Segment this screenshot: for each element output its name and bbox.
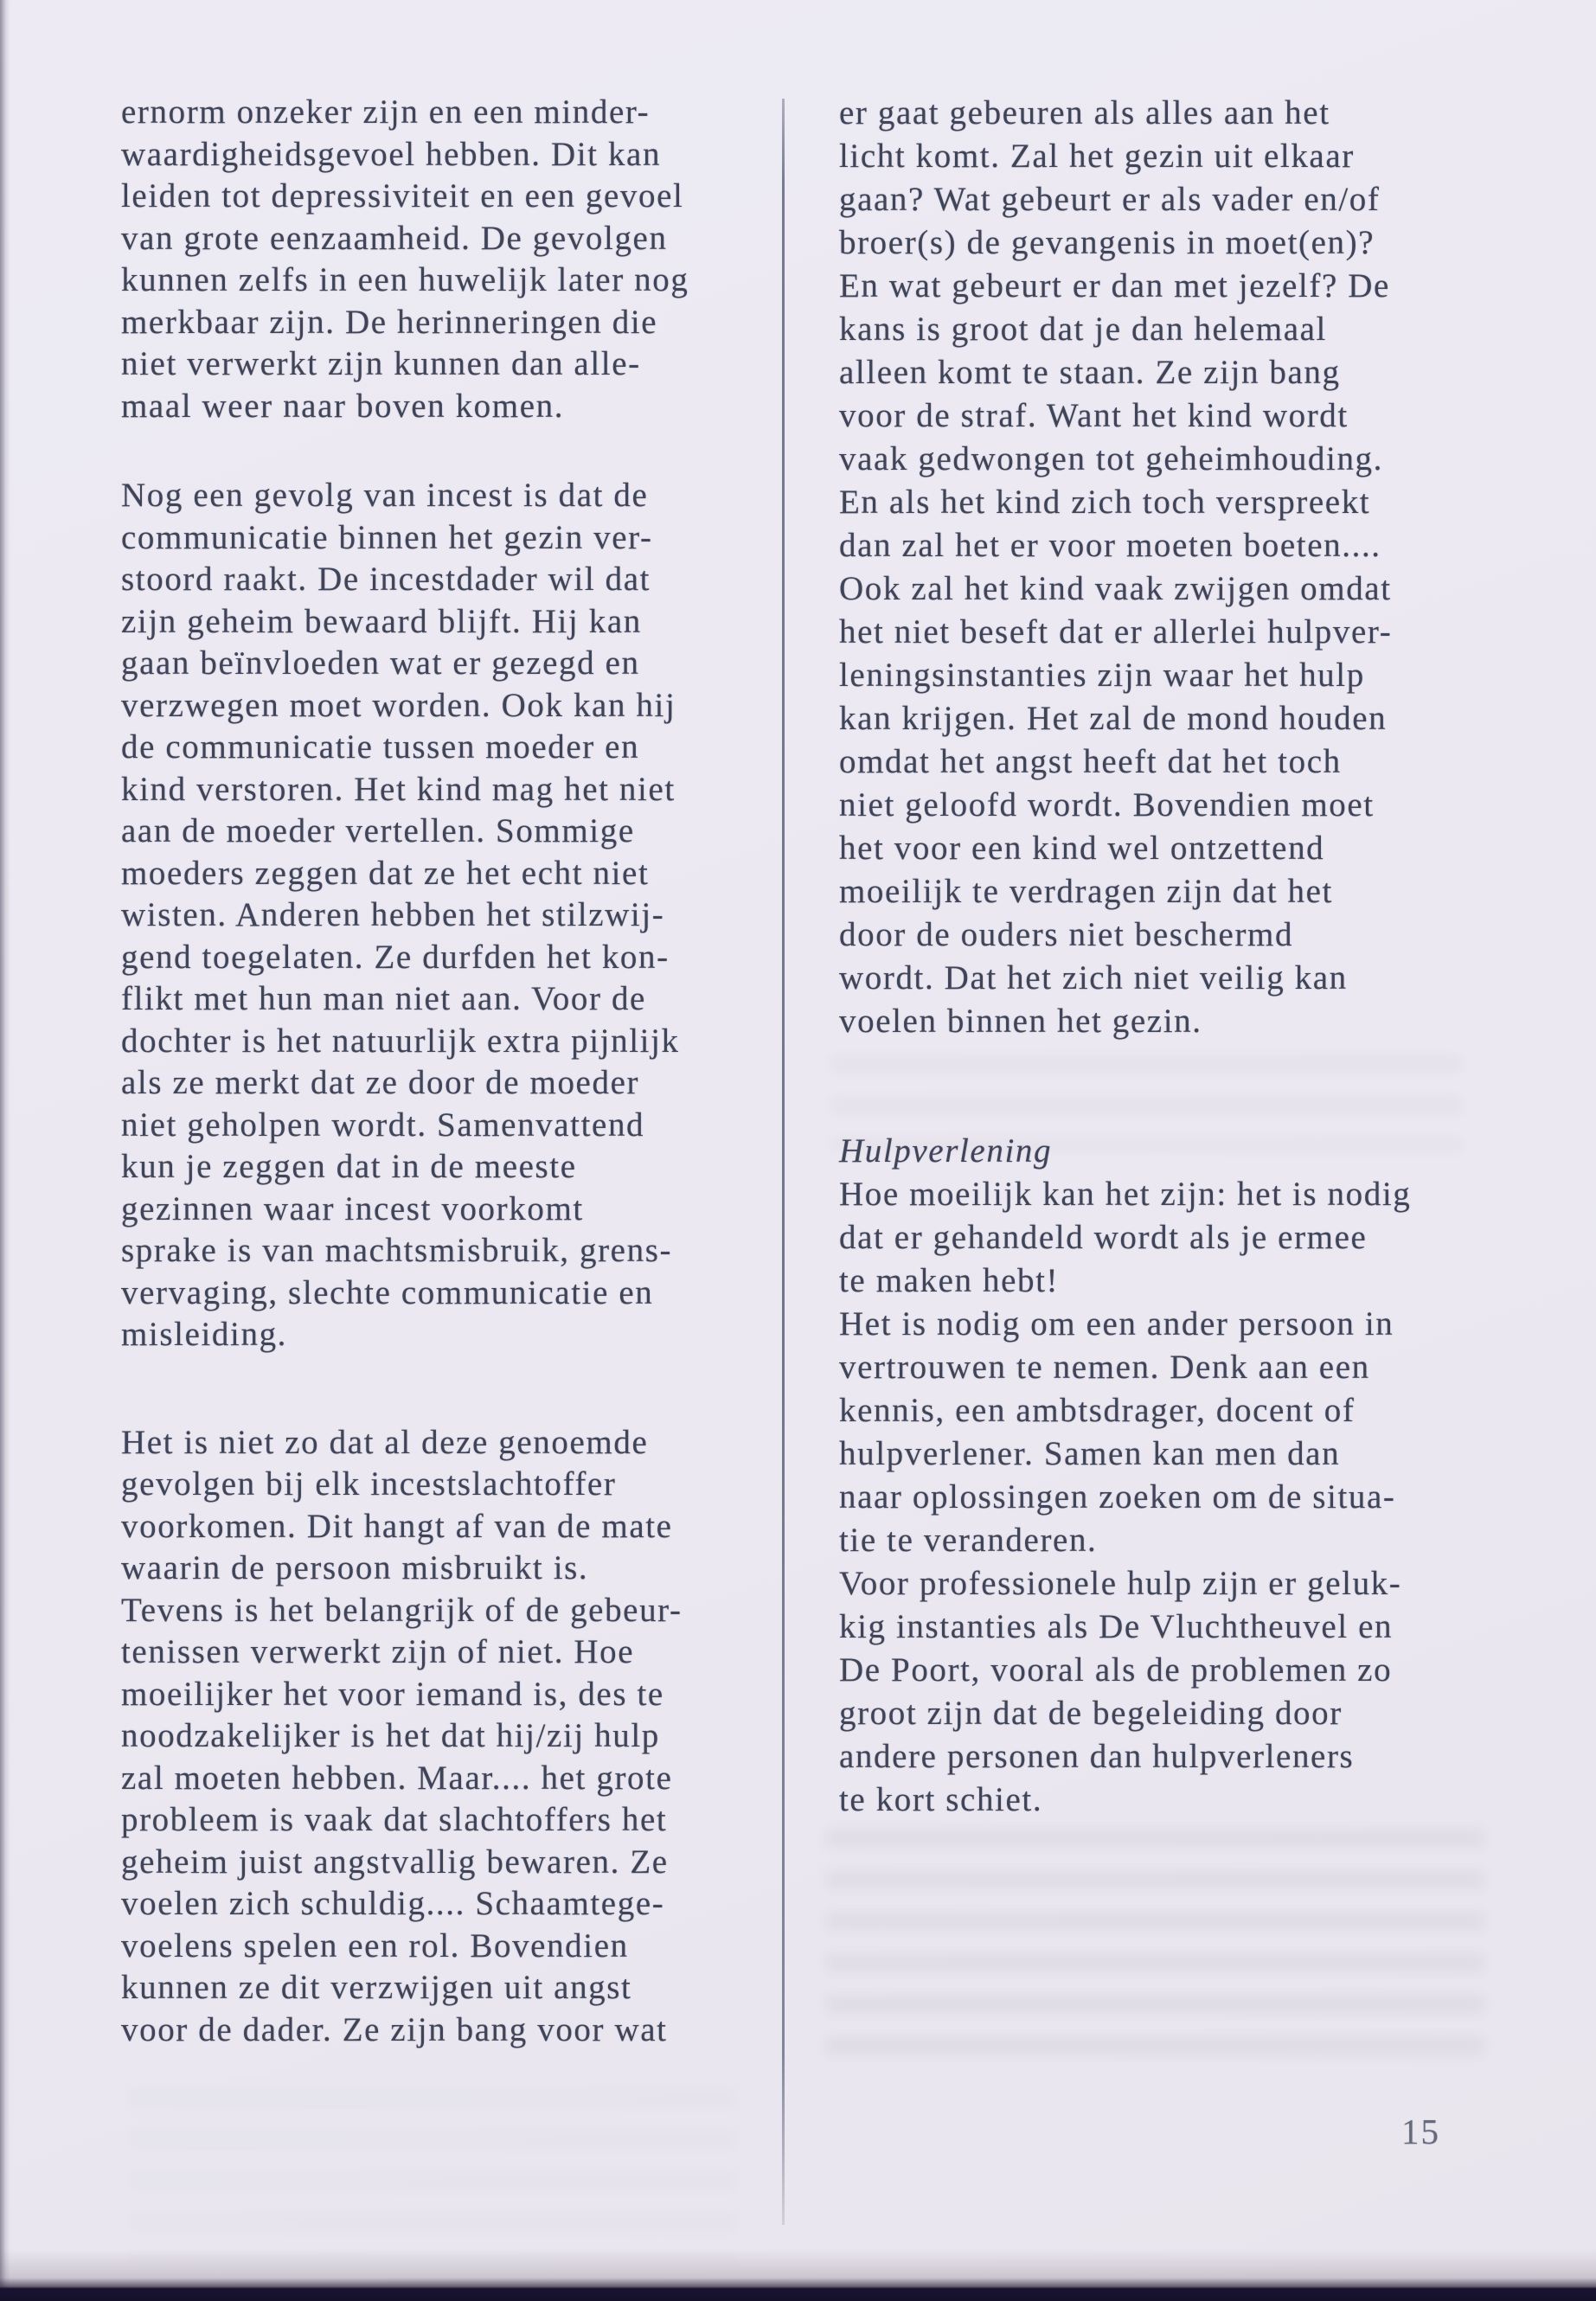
text-line: het voor een kind wel ontzettend [839, 830, 1325, 867]
text-line: maal weer naar boven komen. [121, 387, 565, 425]
text-line: omdat het angst heeft dat het toch [839, 743, 1342, 780]
text-line: wisten. Anderen hebben het stilzwij- [121, 896, 665, 933]
text-line: moeilijker het voor iemand is, des te [121, 1675, 664, 1713]
text-line: groot zijn dat de begeleiding door [839, 1695, 1343, 1732]
text-line: Tevens is het belangrijk of de gebeur- [121, 1591, 683, 1629]
text-line: niet geloofd wordt. Bovendien moet [839, 786, 1375, 824]
left-column [121, 92, 766, 2051]
text-line: wordt. Dat het zich niet veilig kan [839, 959, 1348, 997]
text-line: voor de dader. Ze zijn bang voor wat [121, 2010, 668, 2048]
text-line: kennis, een ambtsdrager, docent of [839, 1392, 1356, 1429]
text-line: het niet beseft dat er allerlei hulpver- [839, 613, 1393, 651]
text-line: stoord raakt. De incestdader wil dat [121, 561, 651, 598]
text-line: sprake is van machtsmisbruik, grens- [121, 1232, 673, 1269]
text-line: waarin de persoon misbruikt is. [121, 1549, 589, 1586]
right-column [839, 92, 1484, 1822]
text-line: kans is groot dat je dan helemaal [839, 311, 1327, 348]
text-line: kan krijgen. Het zal de mond houden [839, 700, 1388, 737]
text-line: moeders zeggen dat ze het echt niet [121, 854, 650, 892]
text-line: Het is nodig om een ander persoon in [839, 1305, 1394, 1343]
text-line: ernorm onzeker zijn en een minder- [121, 93, 651, 131]
text-line: Ook zal het kind vaak zwijgen omdat [839, 570, 1392, 607]
text-line: flikt met hun man niet aan. Voor de [121, 980, 646, 1017]
scan-left-edge [0, 0, 10, 2301]
text-line: dochter is het natuurlijk extra pijnlijk [121, 1022, 680, 1060]
text-line: dat er gehandeld wordt als je ermee [839, 1219, 1368, 1256]
text-line: als ze merkt dat ze door de moeder [121, 1064, 640, 1101]
text-line: gaan beïnvloeden wat er gezegd en [121, 644, 640, 682]
text-line: moeilijk te verdragen zijn dat het [839, 873, 1333, 910]
text-line: van grote eenzaamheid. De gevolgen [121, 219, 668, 257]
text-line: gezinnen waar incest voorkomt [121, 1189, 584, 1227]
text-line: andere personen dan hulpverleners [839, 1738, 1355, 1775]
text-line: er gaat gebeuren als alles aan het [839, 94, 1330, 131]
text-line: vaak gedwongen tot geheimhouding. [839, 440, 1384, 478]
text-line: geheim juist angstvallig bewaren. Ze [121, 1843, 669, 1881]
text-line: door de ouders niet beschermd [839, 916, 1294, 953]
text-line: probleem is vaak dat slachtoffers het [121, 1801, 668, 1838]
text-line: niet verwerkt zijn kunnen dan alle- [121, 345, 641, 382]
paragraph [121, 92, 766, 427]
column-divider-line [782, 99, 785, 2225]
text-line: tie te veranderen. [839, 1522, 1098, 1559]
text-line: verzwegen moet worden. Ook kan hij [121, 686, 676, 724]
text-line: dan zal het er voor moeten boeten.... [839, 527, 1381, 564]
text-line: voor de straf. Want het kind wordt [839, 397, 1349, 434]
text-line: kunnen ze dit verzwijgen uit angst [121, 1969, 632, 2006]
text-line: En als het kind zich toch verspreekt [839, 484, 1371, 521]
text-line: te kort schiet. [839, 1781, 1043, 1818]
text-line: Het is niet zo dat al deze genoemde [121, 1423, 649, 1461]
paragraph [121, 1422, 766, 2052]
paragraph [839, 92, 1484, 1043]
text-line: kun je zeggen dat in de meeste [121, 1148, 577, 1185]
ink-showthrough [130, 2089, 735, 2262]
text-line: zal moeten hebben. Maar.... het grote [121, 1759, 673, 1797]
text-line: kind verstoren. Het kind mag het niet [121, 770, 676, 808]
text-line: kig instanties als De Vluchtheuvel en [839, 1608, 1394, 1645]
text-line: gend toegelaten. Ze durfden het kon- [121, 938, 670, 976]
ink-showthrough [826, 1830, 1484, 2059]
text-line: Nog een gevolg van incest is dat de [121, 477, 649, 514]
text-line: te maken hebt! [839, 1262, 1060, 1299]
text-line: communicatie binnen het gezin ver- [121, 518, 653, 556]
text-line: voelen binnen het gezin. [839, 1003, 1202, 1040]
text-line: merkbaar zijn. De herinneringen die [121, 303, 658, 341]
text-line: voelen zich schuldig.... Schaamtege- [121, 1885, 665, 1922]
text-line: misleiding. [121, 1316, 288, 1353]
text-line: Voor professionele hulp zijn er geluk- [839, 1565, 1402, 1602]
text-line: waardigheidsgevoel hebben. Dit kan [121, 135, 662, 173]
text-line: noodzakelijker is het dat hij/zij hulp [121, 1717, 660, 1754]
text-line: En wat gebeurt er dan met jezelf? De [839, 267, 1390, 304]
text-line: niet geholpen wordt. Samenvattend [121, 1106, 645, 1144]
section-heading: Hulpverlening [839, 1132, 1053, 1170]
text-line: leiden tot depressiviteit en een gevoel [121, 177, 684, 215]
text-line: De Poort, vooral als de problemen zo [839, 1651, 1393, 1689]
text-line: licht komt. Zal het gezin uit elkaar [839, 138, 1355, 175]
text-line: kunnen zelfs in een huwelijk later nog [121, 261, 689, 298]
text-line: alleen komt te staan. Ze zijn bang [839, 354, 1341, 391]
text-line: leningsinstanties zijn waar het hulp [839, 657, 1365, 694]
text-line: naar oplossingen zoeken om de situa- [839, 1478, 1396, 1516]
text-line: aan de moeder vertellen. Sommige [121, 812, 635, 849]
text-line: hulpverlener. Samen kan men dan [839, 1435, 1341, 1472]
text-line: vervaging, slechte communicatie en [121, 1273, 654, 1311]
text-line: gevolgen bij elk incestslachtoffer [121, 1465, 617, 1503]
text-line: Hoe moeilijk kan het zijn: het is nodig [839, 1176, 1412, 1213]
text-line: voorkomen. Dit hangt af van de mate [121, 1507, 673, 1545]
text-line: zijn geheim bewaard blijft. Hij kan [121, 602, 642, 640]
paragraph [121, 475, 766, 1356]
text-line: voelens spelen een rol. Bovendien [121, 1926, 629, 1965]
text-line: gaan? Wat gebeurt er als vader en/of [839, 181, 1381, 218]
text-line: tenissen verwerkt zijn of niet. Hoe [121, 1633, 635, 1670]
scan-bottom-edge [0, 2249, 1596, 2301]
page-number: 15 [1401, 2112, 1440, 2151]
paragraph [839, 1130, 1484, 1822]
text-line: de communicatie tussen moeder en [121, 728, 640, 766]
text-line: vertrouwen te nemen. Denk aan een [839, 1349, 1370, 1386]
text-line: broer(s) de gevangenis in moet(en)? [839, 224, 1375, 261]
